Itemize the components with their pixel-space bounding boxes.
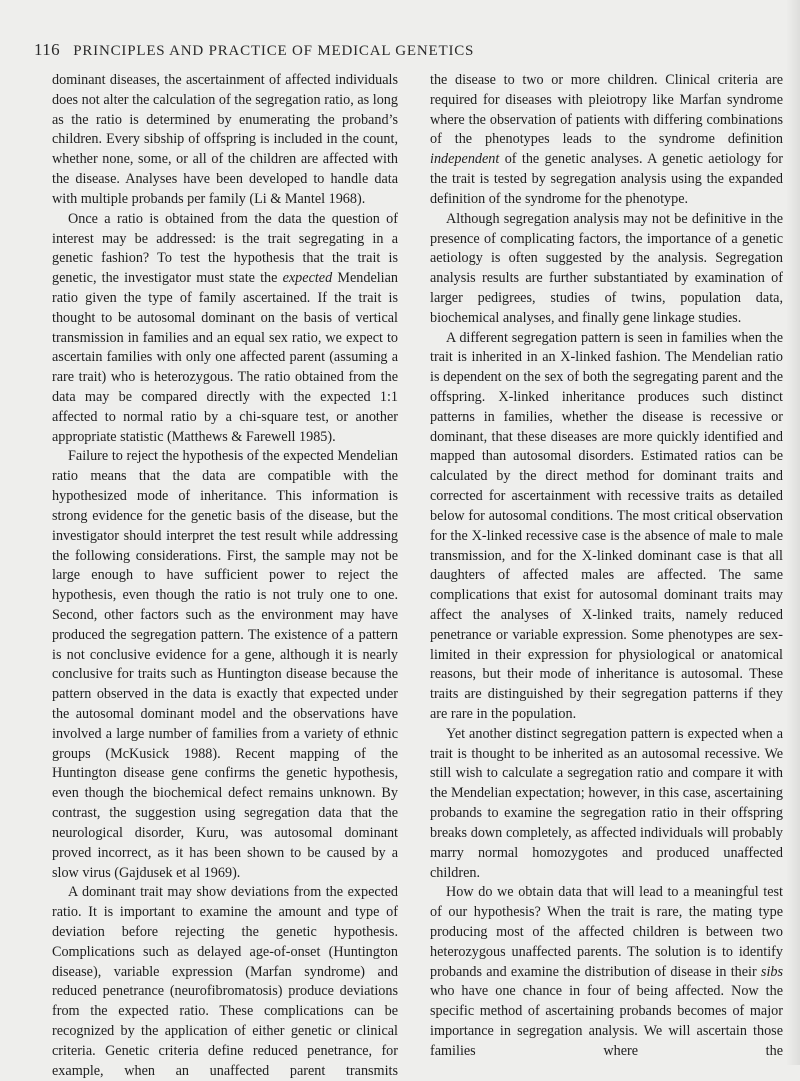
left-column (52, 71, 398, 1081)
running-title: PRINCIPLES AND PRACTICE OF MEDICAL GENETICS (73, 43, 475, 59)
page-edge-shadow (786, 0, 800, 1065)
emphasis: expected (282, 270, 333, 287)
paragraph: Although segregation analysis may not be definitive in the presence of complicating factors, the importance of a genetic aetiology is often suggested by the analysis. Segregation analysis results are further substantiated by examination of larger pedigrees, studies of twins, population data, biochemical analyses, and finally gene linkage studies. (430, 210, 783, 326)
paragraph: How do we obtain data that will lead to a meaningful test of our hypothesis? When the trait is rare, the mating type producing most of the affected children is between two heterozygous unaffected parents. The solution is to identify probands and examine the distribution of disease in their sibs who have one chance in four of being affected. Now the specific method of ascertaining probands becomes of major importance in segregation analysis. We will ascertain those families where the (430, 884, 783, 1059)
emphasis: sibs (760, 963, 783, 980)
emphasis: independent (430, 151, 500, 168)
right-column (430, 71, 783, 1062)
paragraph: dominant diseases, the ascertainment of affected individuals does not alter the calculation of the segregation ratio, as long as the ratio is determined by enumerating the proband’s children. Every sibship of offspring is included in the count, whether none, some, or all of the children are affected with the disease. Analyses have been developed to handle data with multiple probands per family (Li & Mantel 1968). (52, 72, 398, 207)
paragraph: A different segregation pattern is seen in families when the trait is inherited in an X-linked fashion. The Mendelian ratio is dependent on the sex of both the segregating parent and the offspring. X-linked inheritance produces such distinct patterns in families, whether the disease is recessive or dominant, that these diseases are more quickly identified and mapped than autosomal disorders. Estimated ratios can be calculated by the direct method for dominant traits and corrected for ascertainment with recessive traits as detailed below for autosomal conditions. The most critical observation for the X-linked recessive case is the absence of male to male transmission, and for the X-linked dominant case is that all daughters of affected males are affected. The same complications that exist for autosomal dominant traits may affect the analyses of X-linked traits, namely reduced penetrance or variable expression. Some phenotypes are sex-limited in their expression for physiological or anatomical reasons, but their mode of inheritance is autosomal. These traits are distinguished by their segregation patterns if they are rare in the population. (430, 329, 783, 722)
paragraph: the disease to two or more children. Clinical criteria are required for diseases with pleiotropy like Marfan syndrome where the observation of patients with differing combinations of the phenotypes leads to the syndrome definition independent of the genetic analyses. A genetic aetiology for the trait is tested by segregation analysis using the expanded definition of the syndrome for the phenotype. (430, 72, 783, 207)
paragraph: A dominant trait may show deviations from the expected ratio. It is important to examine the amount and type of deviation before rejecting the genetic hypothesis. Complications such as delayed age-of-onset (Huntington disease), variable expression (Marfan syndrome) and reduced penetrance (neurofibromatosis) produce deviations from the expected ratio. These complications can be recognized by the application of either genetic or clinical criteria. Genetic criteria define reduced penetrance, for example, when an unaffected parent transmits (52, 884, 398, 1079)
paragraph: Yet another distinct segregation pattern is expected when a trait is thought to be inherited as an autosomal recessive. We still wish to calculate a segregation ratio and compare it with the Mendelian expectation; however, in this case, ascertaining probands to examine the segregation ratio in their offspring breaks down completely, as affected individuals will probably marry normal homozygotes and produced unaffected children. (430, 725, 783, 881)
paragraph: Once a ratio is obtained from the data the question of interest may be addressed: is the trait segregating in a genetic fashion? To test the hypothesis that the trait is genetic, the investigator must state the expected Mendelian ratio given the type of family ascertained. If the trait is thought to be autosomal dominant on the basis of vertical transmission in families and an equal sex ratio, we expect to ascertain families with only one affected parent (assuming a rare trait) who is heterozygous. The ratio obtained from the data may be compared directly with the expected 1:1 affected to normal ratio by a chi-square test, or another appropriate statistic (Matthews & Farewell 1985). (52, 210, 399, 445)
running-header (34, 40, 474, 60)
page-number: 116 (34, 40, 61, 59)
paragraph: Failure to reject the hypothesis of the expected Mendelian ratio means that the data are compatible with the hypothesized mode of inheritance. This information is strong evidence for the genetic basis of the disease, but the investigator should interpret the test result while addressing the following considerations. First, the sample may not be large enough to have sufficient power to reject the hypothesis, even though the ratio is not truly one to one. Second, other factors such as the environment may have produced the segregation pattern. The existence of a pattern is not conclusive evidence for a gene, although it is nearly conclusive for traits such as Huntington disease because the pattern observed in the data is exactly that expected under the autosomal dominant model and the observations have involved a large number of families from a variety of ethnic groups (McKusick 1988). Recent mapping of the Huntington disease gene confirms the genetic hypothesis, even though the biochemical defect remains unknown. By contrast, the suggestion using segregation data that the neurological disorder, Kuru, was autosomal dominant proved incorrect, as it has been shown to be caused by a slow virus (Gajdusek et al 1969). (52, 448, 398, 881)
